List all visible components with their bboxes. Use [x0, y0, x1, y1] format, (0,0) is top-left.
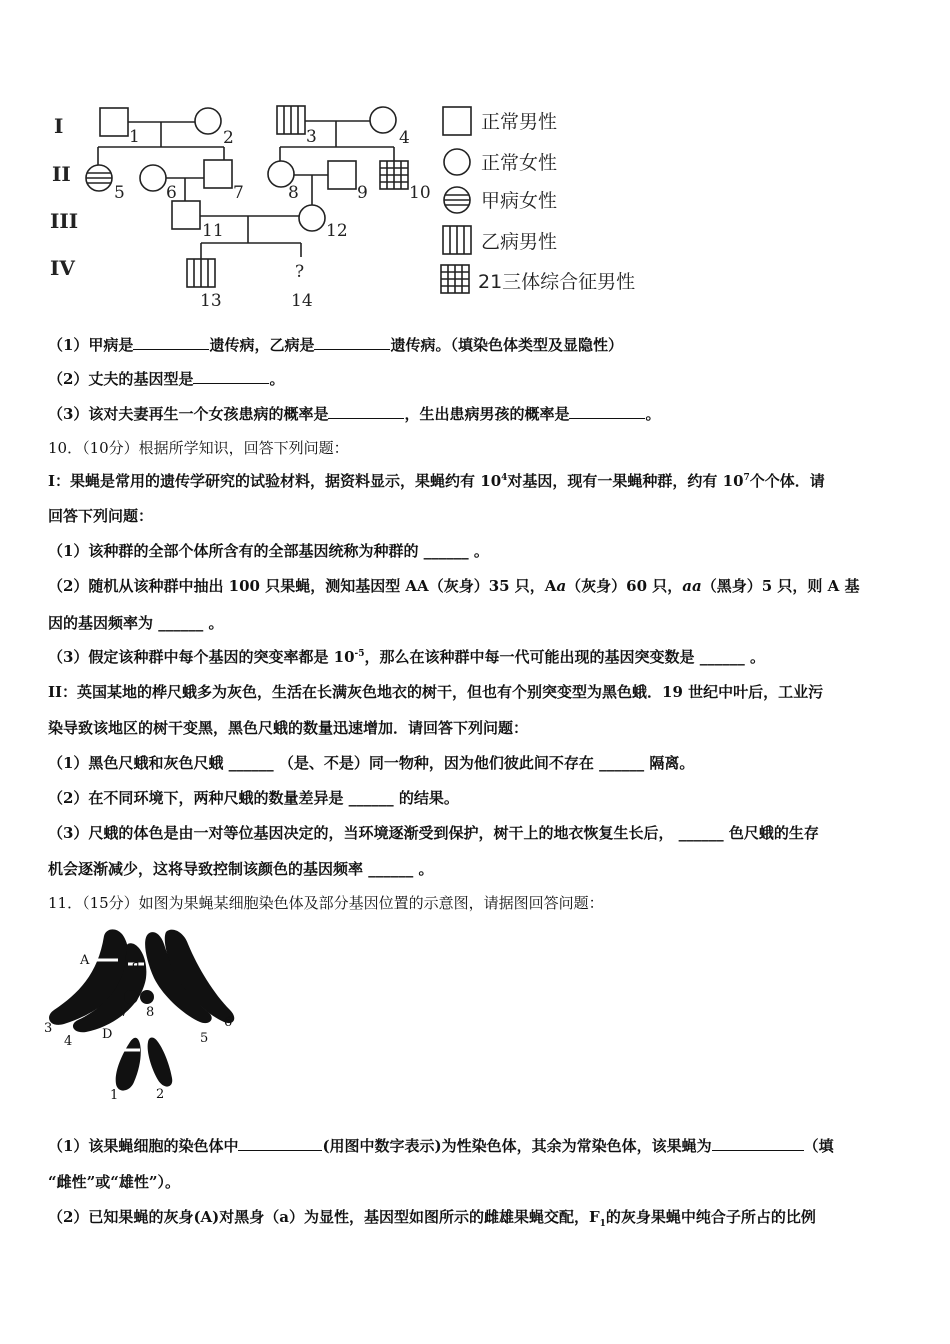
generation-label: I	[54, 114, 64, 138]
individual-number: 6	[166, 183, 177, 203]
q9-subquestion-3: （3）该对夫妻再生一个女孩患病的概率是 ，生出患病男孩的概率是 。	[48, 405, 661, 423]
q10-part1-q2-cont: 因的基因频率为 ______ 。	[48, 614, 224, 632]
q10-part1-intro: I：果蝇是常用的遗传学研究的试验材料，据资料显示，果蝇约有 $10^4$对基因，现有一果蝇种群，约有 $10^7$个个体．请	[48, 472, 825, 490]
figure-label: 4	[64, 1034, 73, 1049]
individual-number: 13	[200, 291, 222, 311]
figure-label: 2	[156, 1087, 165, 1102]
answer-blank[interactable]	[569, 404, 645, 419]
legend-normal-male-icon	[443, 107, 471, 135]
chromosome-figure	[38, 924, 248, 1109]
individual-6-normal-female	[140, 165, 166, 191]
individual-11-normal-male	[172, 201, 200, 229]
legend-label: 21三体综合征男性	[478, 271, 636, 293]
individual-number: 14	[291, 291, 313, 311]
chromosome-7	[124, 990, 138, 1004]
q10-header: 10．（10分）根据所学知识，回答下列问题：	[48, 439, 349, 457]
generation-label: II	[52, 162, 71, 186]
legend-label: 乙病男性	[481, 231, 558, 253]
q10-part1-intro-cont: 回答下列问题：	[48, 507, 154, 525]
q10-part1-q1: （1）该种群的全部个体所含有的全部基因统称为种群的 ______ 。	[48, 542, 489, 560]
answer-blank[interactable]	[193, 369, 269, 384]
individual-number: 8	[288, 183, 299, 203]
individual-1-normal-male	[100, 108, 128, 136]
individual-2-normal-female	[195, 108, 221, 134]
legend-label: 正常女性	[481, 152, 558, 174]
individual-number: 2	[223, 128, 234, 148]
q10-part1-q2: （2）随机从该种群中抽出 100 只果蝇，测知基因型 AA（灰身）35 只，Aa（灰身）60 只，aa（黑身）5 只，则 A 基	[48, 577, 860, 595]
legend-disease-a-female-icon	[444, 187, 470, 213]
figure-label: 6	[224, 1015, 233, 1030]
q11-subquestion-1: （1）该果蝇细胞的染色体中 (用图中数字表示)为性染色体，其余为常染色体，该果蝇为 （填	[48, 1137, 834, 1155]
individual-number: 10	[409, 183, 431, 203]
individual-number: 11	[202, 221, 224, 241]
individual-number: 9	[357, 183, 368, 203]
individual-number: 3	[306, 127, 317, 147]
figure-label: 8	[146, 1005, 155, 1020]
individual-9-normal-male	[328, 161, 356, 189]
q10-part2-q3: （3）尺蛾的体色是由一对等位基因决定的，当环境逐渐受到保护，树干上的地衣恢复生长后， ______ 色尺蛾的生存	[48, 824, 819, 842]
figure-label: 3	[44, 1021, 53, 1036]
individual-number: 5	[114, 183, 125, 203]
figure-label: 5	[200, 1031, 209, 1046]
individual-number: 12	[326, 221, 348, 241]
q11-subquestion-1-cont: “雌性”或“雄性”）。	[48, 1173, 181, 1191]
legend-normal-female-icon	[444, 149, 470, 175]
figure-label: A	[80, 953, 90, 968]
pedigree-figure	[40, 95, 680, 315]
q9-subquestion-2: （2）丈夫的基因型是 。	[48, 370, 285, 388]
legend-down-syndrome-male-icon	[441, 265, 469, 293]
answer-blank[interactable]	[133, 335, 209, 350]
individual-10-down-syndrome-male	[380, 161, 408, 189]
figure-label: 1	[110, 1088, 119, 1103]
legend-label: 正常男性	[481, 111, 558, 133]
answer-blank[interactable]	[712, 1136, 804, 1151]
answer-blank[interactable]	[238, 1136, 322, 1151]
individual-number: 7	[233, 183, 244, 203]
individual-7-normal-male	[204, 160, 232, 188]
q10-part1-q3: （3）假定该种群中每个基因的突变率都是 $10^{-5}$，那么在该种群中每一代可能出现的基因突变数是 ______ 。	[48, 648, 765, 666]
individual-3-disease-b-male	[277, 106, 305, 134]
q11-subquestion-2: （2）已知果蝇的灰身(A)对黑身（a）为显性，基因型如图所示的雌雄果蝇交配，$F_1$的灰身果蝇中纯合子所占的比例	[48, 1208, 816, 1229]
legend-label: 甲病女性	[481, 190, 558, 212]
q11-header: 11．（15分）如图为果蝇某细胞染色体及部分基因位置的示意图，请据图回答问题：	[48, 894, 604, 912]
individual-4-normal-female	[370, 107, 396, 133]
individual-5-disease-a-female	[86, 165, 112, 191]
generation-label: III	[50, 209, 79, 233]
q10-part2-q1: （1）黑色尺蛾和灰色尺蛾 ______ （是、不是）同一物种，因为他们彼此间不存在 ______ 隔离。	[48, 754, 695, 772]
unknown-mark: ?	[295, 262, 305, 282]
figure-label: 7	[120, 1005, 129, 1020]
q10-part2-q3-cont: 机会逐渐减少，这将导致控制该颜色的基因频率 ______ 。	[48, 860, 434, 878]
chromosome-2	[148, 1038, 173, 1087]
q10-part2-intro: II：英国某地的桦尺蛾多为灰色，生活在长满灰色地衣的树干，但也有个别突变型为黑色蛾．19 世纪中叶后，工业污	[48, 683, 824, 701]
chromosome-1	[116, 1038, 141, 1091]
individual-number: 4	[399, 128, 410, 148]
q10-part2-q2: （2）在不同环境下，两种尺蛾的数量差异是 ______ 的结果。	[48, 789, 459, 807]
q9-subquestion-1: （1）甲病是 遗传病，乙病是 遗传病。（填染色体类型及显隐性）	[48, 336, 623, 354]
legend-disease-b-male-icon	[443, 226, 471, 254]
individual-number: 1	[129, 127, 140, 147]
individual-13-disease-b-male	[187, 259, 215, 287]
chromosome-8	[140, 990, 154, 1004]
individual-12-normal-female	[299, 205, 325, 231]
figure-label: a	[132, 956, 140, 971]
figure-label: D	[102, 1027, 113, 1042]
answer-blank[interactable]	[328, 404, 404, 419]
answer-blank[interactable]	[314, 335, 390, 350]
generation-label: IV	[50, 256, 75, 280]
q10-part2-intro-cont: 染导致该地区的树干变黑，黑色尺蛾的数量迅速增加．请回答下列问题：	[48, 719, 529, 737]
